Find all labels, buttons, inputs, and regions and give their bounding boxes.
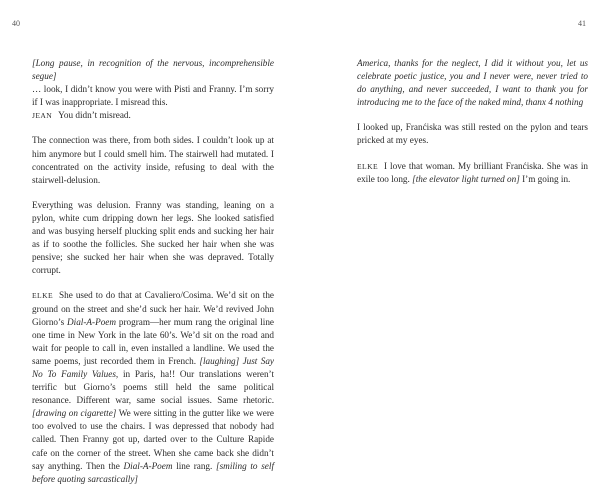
right-page [300,0,600,480]
text-run: She used to do that at Cavaliero/Cosima. We’d sit on the ground on the street and she’d suck her hair. We’d revived John Giorno’s [32,290,274,327]
paragraph-delusion: Everything was delusion. Franny was standing, leaning on a pylon, white cum dripping down her legs. She looked satisfied and was busying herself plucking split ends and sucking her hair as if to soothe the follicles. She sucked her hair when she was pensive; she sucked her hair when she was depraved. Totally corrupt. [32,199,274,276]
paragraph-elke [32,289,274,485]
paragraph-connection: The connection was there, from both sides. I couldn’t look up at him anymore but I could smell him. The stairwell had mutated. I concentrated on the activity inside, refusing to deal with the stairwell-delusion. [32,135,274,185]
left-page [0,0,300,484]
text-run: line rang. [172,460,217,471]
paragraph-stage-direction [32,57,274,109]
left-page-text [32,57,274,498]
italic-title: Dial-A-Poem [123,460,173,471]
stage-direction: [smiling to self before quoting sarcastically] [32,460,274,484]
dialogue-text: You didn’t misread. [58,110,131,121]
speaker-name: ELKE [32,291,53,301]
paragraph-jean [32,109,274,122]
speaker-name: JEAN [32,111,53,121]
text-run: We were sitting in the gutter like we were too evolved to use the chairs. I was depressed that nobody had called. Then Franny got up, darted over to the Culture Rapide cafe on the corner of the street. When she came back she didn’t say anything. Then the [32,408,274,471]
page-number-left: 40 [12,19,20,28]
stage-direction: [laughing] Just Say No To Family Values, [32,355,274,379]
speaker-name: ELKE [357,161,378,171]
text-run: I’m going in. [519,173,571,184]
page-number-right: 41 [578,19,586,28]
italic-title: Dial-A-Poem [67,316,116,327]
paragraph-elke [357,160,588,186]
text-run: I love that woman. My brilliant Franćiska. She was in exile too long. [357,160,588,184]
text-run: program—her mum rang the original line one time in New York in the late 60’s. We’d sit on the road and wait for people to call in, even installed a landline. We used the same poems, just recorded them in French. [32,316,274,366]
right-page-text [357,57,588,198]
paragraph-looked-up: I looked up, Franćiska was still rested on the pylon and tears pricked at my eyes. [357,122,588,146]
dialogue-text: … look, I didn’t know you were with Pisti and Franny. I’m sorry if I was inappropriate. I misread this. [32,84,274,108]
paragraph-poem-quote: America, thanks for the neglect, I did it without you, let us celebrate poetic justice, you and I never were, never tried to do anything, and never succeeded, I want to thank you for introducing me to the face of the naked mind, thanx 4 nothing [357,58,588,108]
text-run: in Paris, ha!! Our translations weren’t terrific but Giorno’s poems still held the same political resonance. Different war, same social issues. Same rhetoric. [32,368,274,406]
stage-direction: [drawing on cigarette] [32,408,117,419]
stage-direction: [Long pause, in recognition of the nervous, incomprehensible segue] [32,58,274,82]
stage-direction: [the elevator light turned on] [412,173,520,184]
